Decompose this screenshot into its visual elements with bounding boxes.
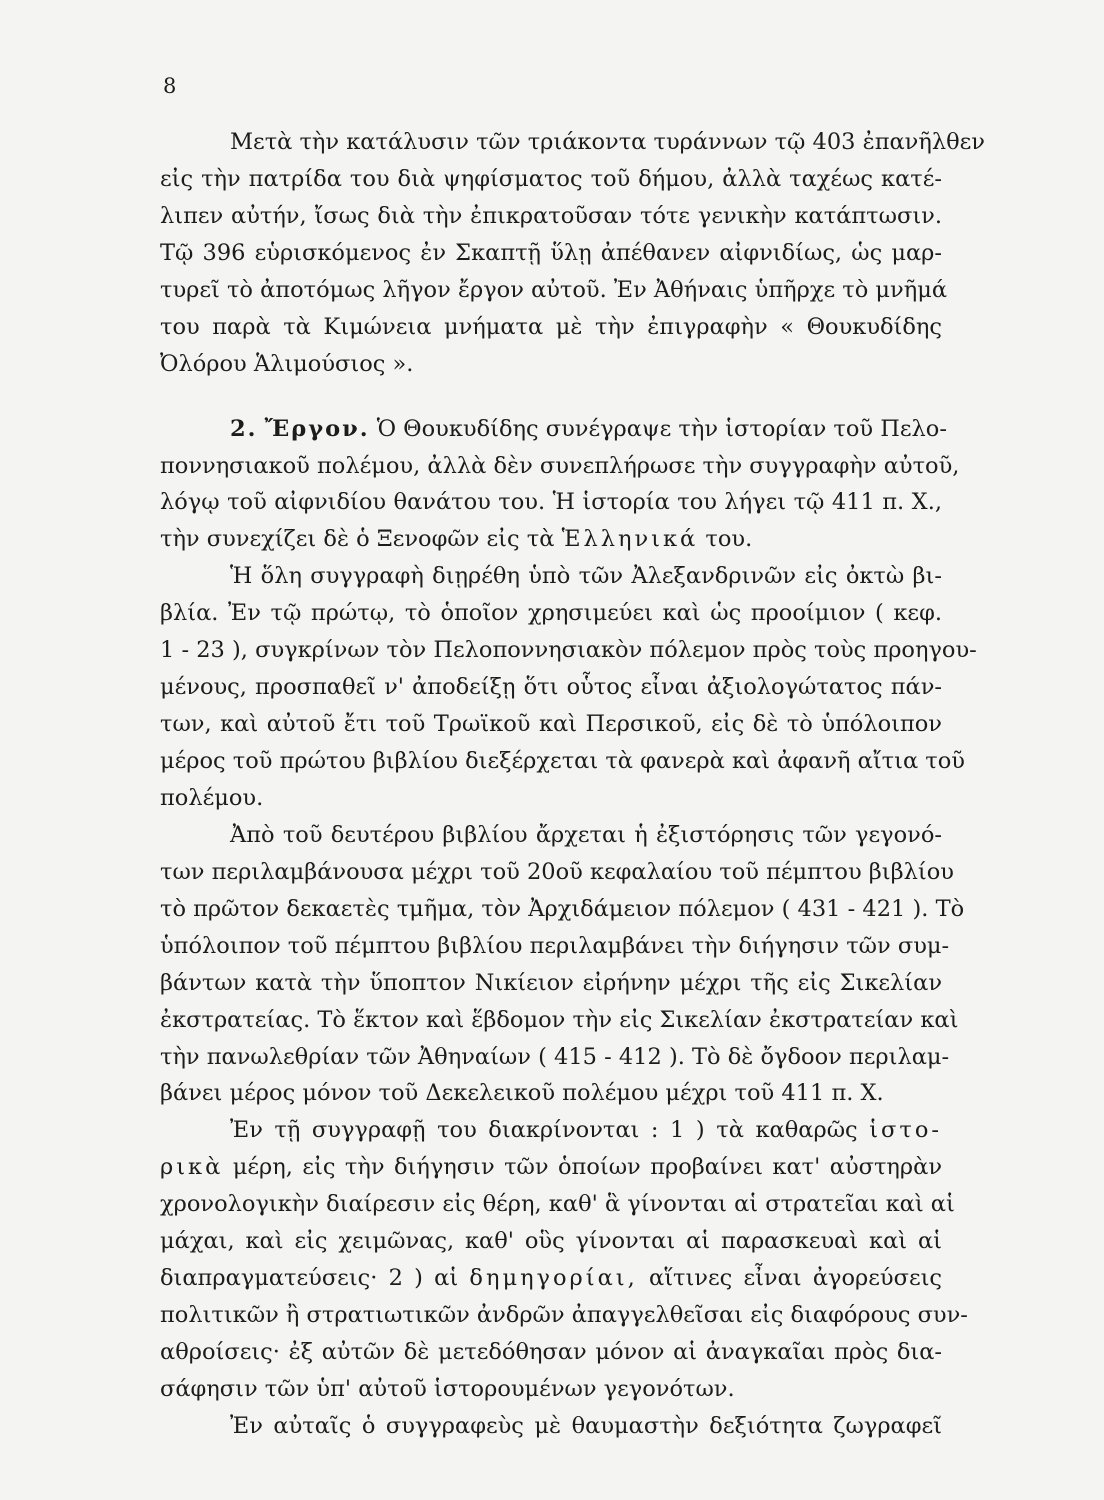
- text-line: τὸ πρῶτον δεκαετὲς τμῆμα, τὸν Ἀρχιδάμειον πόλεμον ( 431 - 421 ). Τὸ: [160, 895, 965, 922]
- body-text: [160, 124, 985, 1445]
- line-part: τὴν συνεχίζει δὲ ὁ Ξενοφῶν εἰς τὰ: [160, 526, 555, 553]
- text-line: του παρὰ τὰ Κιμώνεια μνήματα μὲ τὴν ἐπιγραφὴν « Θουκυδίδης: [160, 313, 942, 340]
- line-part: του.: [705, 526, 753, 553]
- text-line: πολέμου.: [160, 784, 264, 811]
- text-line: μέρος τοῦ πρώτου βιβλίου διεξέρχεται τὰ φανερὰ καὶ ἀφανῆ αἴτια τοῦ: [160, 748, 965, 774]
- spaced-word: ἱστο-: [869, 1117, 942, 1144]
- text-line: [160, 1260, 942, 1297]
- paragraph-5: [160, 1112, 968, 1408]
- section-heading-line: [160, 411, 947, 448]
- text-line: των, καὶ αὐτοῦ ἔτι τοῦ Τρωϊκοῦ καὶ Περσικοῦ, εἰς δὲ τὸ ὑπόλοιπον: [160, 711, 942, 738]
- line-part: διαπραγματεύσεις· 2 ) αἱ: [160, 1265, 459, 1292]
- text-line: βάνει μέρος μόνον τοῦ Δεκελεικοῦ πολέμου μέχρι τοῦ 411 π. Χ.: [160, 1080, 884, 1107]
- line-part: Ἐν τῇ συγγραφῇ του διακρίνονται : 1 ) τὰ καθαρῶς: [230, 1117, 858, 1144]
- page-number: 8: [163, 74, 177, 98]
- text-line: αθροίσεις· ἐξ αὐτῶν δὲ μετεδόθησαν μόνον αἱ ἀναγκαῖαι πρὸς δια-: [160, 1339, 942, 1365]
- text-line: ὑπόλοιπον τοῦ πέμπτου βιβλίου περιλαμβάνει τὴν διήγησιν τῶν συμ-: [160, 932, 950, 959]
- paragraph-1: [160, 124, 985, 383]
- section-2: [160, 411, 960, 559]
- text-line: [160, 1112, 942, 1149]
- section-number: 2.: [230, 415, 258, 442]
- text-line: Τῷ 396 εὑρισκόμενος ἐν Σκαπτῇ ὕλῃ ἀπέθανεν αἰφνιδίως, ὡς μαρ-: [160, 239, 942, 266]
- text-line: μένους, προσπαθεῖ ν' ἀποδείξῃ ὅτι οὗτος εἶναι ἀξιολογώτατος πάν-: [160, 674, 942, 701]
- paragraph-3: [160, 558, 977, 817]
- text-line: Ἀπὸ τοῦ δευτέρου βιβλίου ἄρχεται ἡ ἐξιστόρησις τῶν γεγονό-: [230, 821, 942, 848]
- spaced-word: Ἑλληνικά: [561, 526, 699, 553]
- line-part: μέρη, εἰς τὴν διήγησιν τῶν ὁποίων προβαίνει κατ' αὐστηρὰν: [232, 1154, 943, 1181]
- text-line: βάντων κατὰ τὴν ὕποπτον Νικίειον εἰρήνην μέχρι τῆς εἰς Σικελίαν: [160, 969, 942, 996]
- text-line: μάχαι, καὶ εἰς χειμῶνας, καθ' οὓς γίνονται αἱ παρασκευαὶ καὶ αἱ: [160, 1228, 942, 1255]
- text-line: ποννησιακοῦ πολέμου, ἀλλὰ δὲν συνεπλήρωσε τὴν συγγραφὴν αὐτοῦ,: [160, 452, 960, 479]
- text-line: εἰς τὴν πατρίδα του διὰ ψηφίσματος τοῦ δήμου, ἀλλὰ ταχέως κατέ-: [160, 165, 942, 192]
- text-line: Ὀλόρου Ἁλιμούσιος ».: [160, 350, 414, 377]
- line-part: αἵτινες εἶναι ἀγορεύσεις: [649, 1265, 943, 1292]
- text-line: [160, 1149, 942, 1186]
- text-line: λόγῳ τοῦ αἰφνιδίου θανάτου του. Ἡ ἱστορία του λήγει τῷ 411 π. Χ.,: [160, 489, 942, 516]
- paragraph-4: [160, 817, 965, 1113]
- spaced-word: ρικὰ: [160, 1154, 224, 1181]
- text-line: 1 - 23 ), συγκρίνων τὸν Πελοποννησιακὸν πόλεμον πρὸς τοὺς προηγου-: [160, 637, 977, 664]
- paragraph-6: [160, 1408, 942, 1445]
- text-line: ἐκστρατείας. Τὸ ἕκτον καὶ ἕβδομον τὴν εἰς Σικελίαν ἐκστρατείαν καὶ: [160, 1006, 959, 1033]
- text-line: Ἐν αὐταῖς ὁ συγγραφεὺς μὲ θαυμαστὴν δεξιότητα ζωγραφεῖ: [230, 1412, 942, 1439]
- text-line: Μετὰ τὴν κατάλυσιν τῶν τριάκοντα τυράννων τῷ 403 ἐπανῆλθεν: [230, 129, 985, 155]
- text-line: λιπεν αὐτήν, ἴσως διὰ τὴν ἐπικρατοῦσαν τότε γενικὴν κατάπτωσιν.: [160, 202, 942, 229]
- text-line: τὴν πανωλεθρίαν τῶν Ἀθηναίων ( 415 - 412 ). Τὸ δὲ ὄγδοον περιλαμ-: [160, 1043, 950, 1070]
- text-line: τυρεῖ τὸ ἀποτόμως λῆγον ἔργον αὐτοῦ. Ἐν Ἀθήναις ὑπῆρχε τὸ μνῆμά: [160, 276, 948, 303]
- text-line: των περιλαμβάνουσα μέχρι τοῦ 20οῦ κεφαλαίου τοῦ πέμπτου βιβλίου: [160, 858, 954, 885]
- text-line: βλία. Ἐν τῷ πρώτῳ, τὸ ὁποῖον χρησιμεύει καὶ ὡς προοίμιον ( κεφ.: [160, 600, 942, 627]
- text-line: σάφησιν τῶν ὑπ' αὐτοῦ ἱστορουμένων γεγονότων.: [160, 1375, 735, 1402]
- heading-line-text: Ὁ Θουκυδίδης συνέγραψε τὴν ἱστορίαν τοῦ Πελο-: [376, 415, 947, 442]
- section-gap: [160, 383, 942, 411]
- text-line: πολιτικῶν ἢ στρατιωτικῶν ἀνδρῶν ἀπαγγελθεῖσαι εἰς διαφόρους συν-: [160, 1302, 968, 1329]
- spaced-word: δημηγορίαι,: [469, 1265, 638, 1292]
- text-line: Ἡ ὅλη συγγραφὴ διῃρέθη ὑπὸ τῶν Ἀλεξανδρινῶν εἰς ὀκτὼ βι-: [230, 563, 942, 590]
- text-line: [160, 521, 942, 558]
- text-line: χρονολογικὴν διαίρεσιν εἰς θέρη, καθ' ἃ γίνονται αἱ στρατεῖαι καὶ αἱ: [160, 1191, 955, 1218]
- section-title: Ἔργον.: [264, 415, 370, 442]
